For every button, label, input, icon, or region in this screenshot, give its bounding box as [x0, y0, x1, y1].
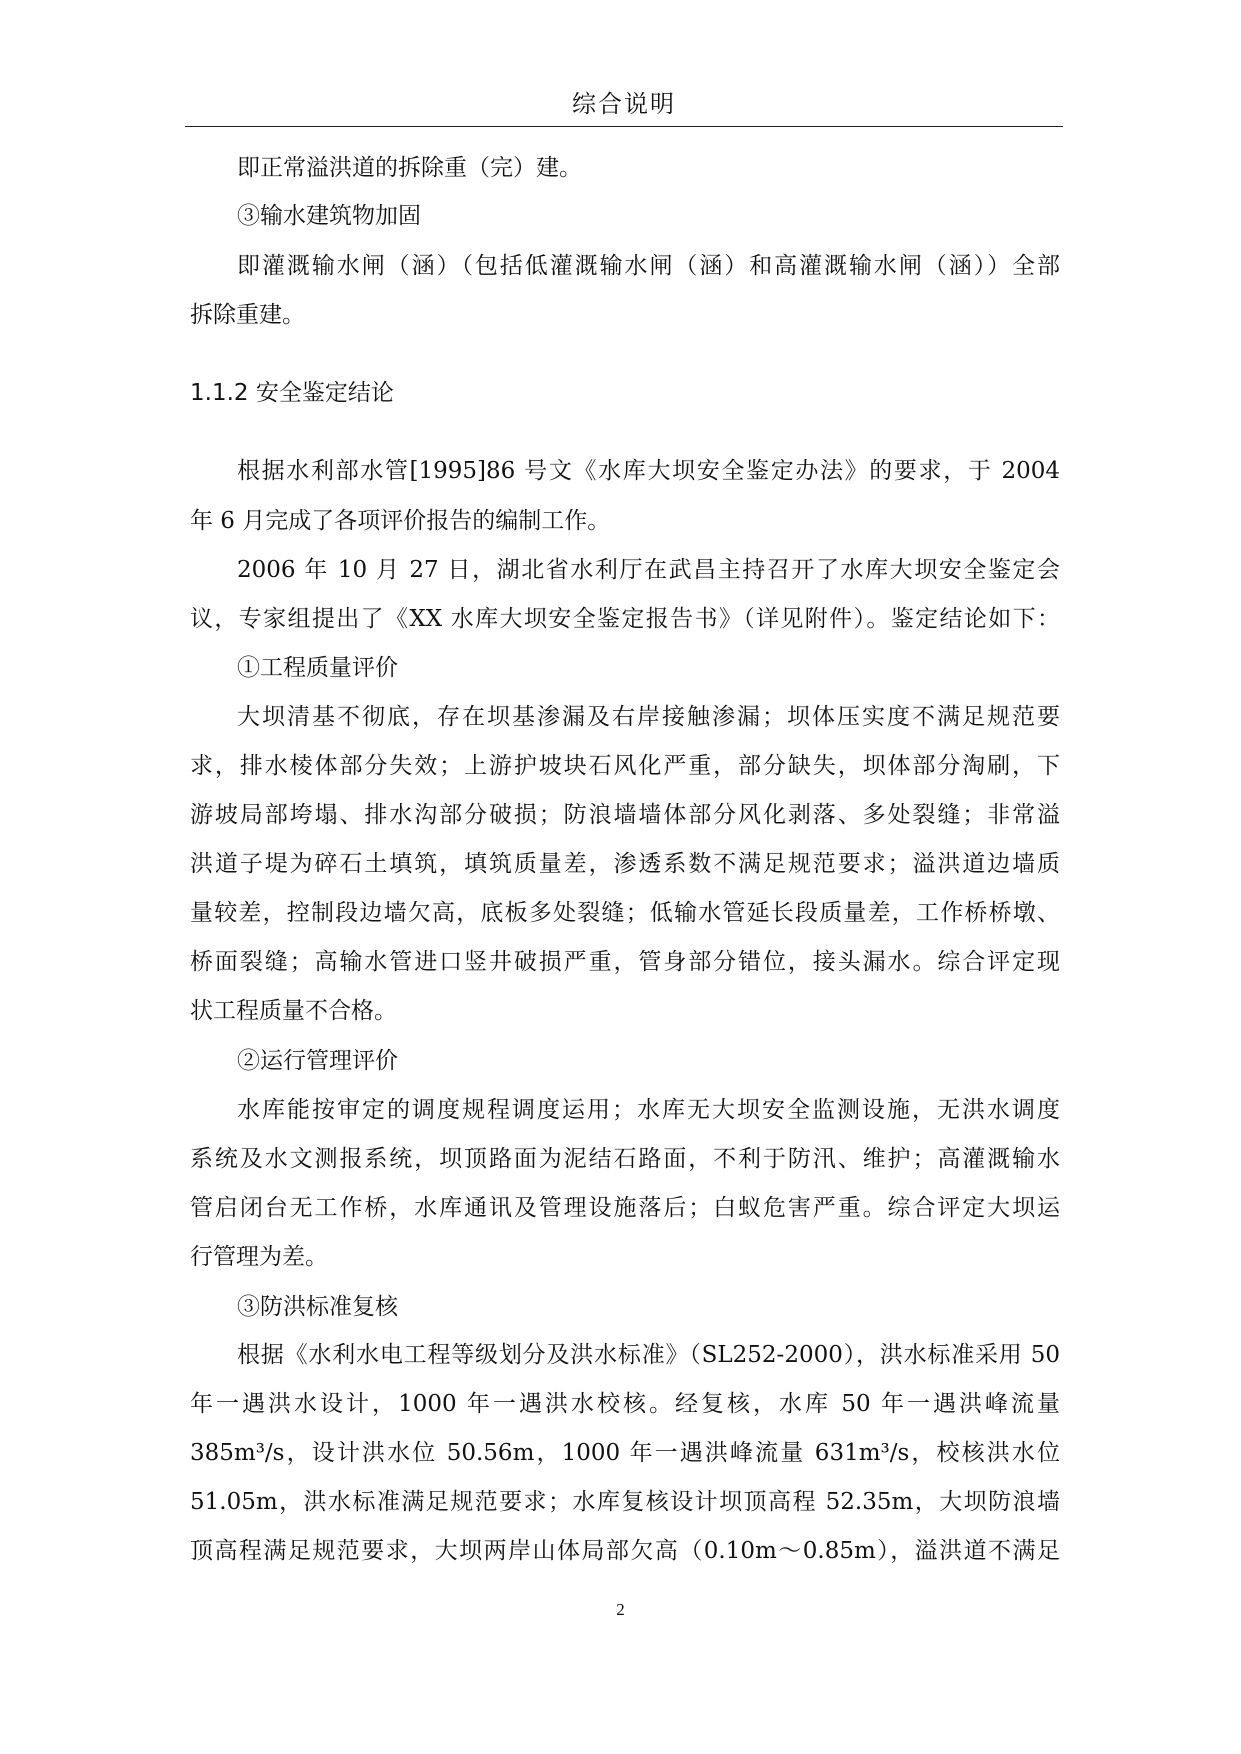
text-line: 顶高程满足规范要求，大坝两岸山体局部欠高（0.10m～0.85m），溢洪道不满足 [190, 1538, 1060, 1564]
text-line: ①工程质量评价 [237, 655, 398, 681]
page-header: 综合说明 [572, 90, 676, 118]
text-line: 51.05m，洪水标准满足规范要求；水库复核设计坝顶高程 52.35m，大坝防浪墙 [190, 1489, 1060, 1515]
section-heading: 1.1.2 安全鉴定结论 [190, 380, 394, 406]
text-line: 即正常溢洪道的拆除重（完）建。 [237, 155, 582, 181]
text-line: 拆除重建。 [190, 302, 305, 328]
text-line: 行管理为差。 [190, 1244, 328, 1270]
text-line: 根据《水利水电工程等级划分及洪水标准》（SL252-2000），洪水标准采用 50 [237, 1342, 1060, 1368]
text-line: 大坝清基不彻底，存在坝基渗漏及右岸接触渗漏；坝体压实度不满足规范要 [237, 704, 1060, 730]
text-line: 求，排水棱体部分失效；上游护坡块石风化严重，部分缺失，坝体部分淘刷，下 [190, 753, 1060, 779]
text-line: 量较差，控制段边墙欠高，底板多处裂缝；低输水管延长段质量差，工作桥桥墩、 [190, 900, 1060, 926]
text-line: ③防洪标准复核 [237, 1294, 398, 1320]
header-rule [185, 126, 1063, 127]
text-line: 洪道子堤为碎石土填筑，填筑质量差，渗透系数不满足规范要求；溢洪道边墙质 [190, 851, 1060, 877]
text-line: 2006 年 10 月 27 日，湖北省水利厅在武昌主持召开了水库大坝安全鉴定会 [237, 557, 1060, 583]
text-line: 系统及水文测报系统，坝顶路面为泥结石路面，不利于防汛、维护；高灌溉输水 [190, 1146, 1060, 1172]
text-line: 管启闭台无工作桥，水库通讯及管理设施落后；白蚁危害严重。综合评定大坝运 [190, 1195, 1060, 1221]
text-line: 桥面裂缝；高输水管进口竖井破损严重，管身部分错位，接头漏水。综合评定现 [190, 949, 1060, 975]
text-line: 议，专家组提出了《XX 水库大坝安全鉴定报告书》（详见附件）。鉴定结论如下： [190, 606, 1060, 632]
text-line: ③输水建筑物加固 [237, 203, 421, 229]
text-line: ②运行管理评价 [237, 1048, 398, 1074]
text-line: 状工程质量不合格。 [190, 998, 397, 1024]
text-line: 游坡局部垮塌、排水沟部分破损；防浪墙墙体部分风化剥落、多处裂缝；非常溢 [190, 802, 1060, 828]
page-number: 2 [616, 1600, 625, 1619]
text-line: 年一遇洪水设计，1000 年一遇洪水校核。经复核，水库 50 年一遇洪峰流量 [190, 1391, 1060, 1417]
text-line: 根据水利部水管[1995]86 号文《水库大坝安全鉴定办法》的要求，于 2004 [237, 458, 1060, 484]
text-line: 年 6 月完成了各项评价报告的编制工作。 [190, 508, 611, 534]
text-line: 即灌溉输水闸（涵）（包括低灌溉输水闸（涵）和高灌溉输水闸（涵））全部 [237, 253, 1060, 279]
text-line: 水库能按审定的调度规程调度运用；水库无大坝安全监测设施，无洪水调度 [237, 1097, 1060, 1123]
text-line: 385m³/s，设计洪水位 50.56m，1000 年一遇洪峰流量 631m³/s，校核洪水位 [190, 1440, 1060, 1466]
